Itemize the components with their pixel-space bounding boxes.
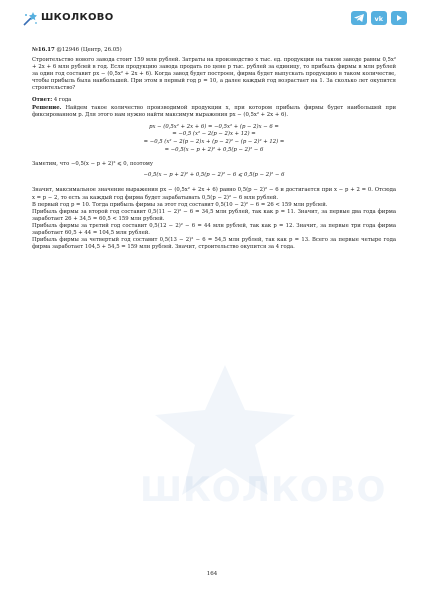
page-header <box>0 0 424 40</box>
formula-block <box>32 124 396 154</box>
solution-label: Решение. <box>32 104 62 111</box>
formula-line: px − (0,5x² + 2x + 6) = −0,5x² + (p − 2)x − 6 = <box>149 123 279 130</box>
solution-paragraph: В первый год p = 10. Тогда прибыль фирмы за этот год составит 0,5(10 − 2)² − 6 = 26 < 159 млн рублей. <box>32 201 328 208</box>
formula-line: = −0,5(x − p + 2)² + 0,5(p − 2)² − 6 <box>164 146 264 153</box>
answer <box>32 97 396 104</box>
formula-line: = −0,5 (x² − 2(p − 2)x + (p − 2)² − (p − 2)² + 12) = <box>143 139 285 146</box>
answer-value: 4 года <box>53 96 72 103</box>
task-id[interactable]: @12946 <box>56 47 80 53</box>
watermark-text: ШКОЛКОВО <box>140 470 387 510</box>
task-header <box>32 47 396 54</box>
solution-paragraph: Прибыль фирмы за четвертый год составит 0,5(13 − 2)² − 6 = 54,5 млн рублей, так как p = 13. Всего за первые четыре года фирма заработает 104,5 + 54,5 = 159 млн рублей. Значит, строительство окупится за 4 года. <box>32 237 396 251</box>
shkolkovo-logo-icon <box>22 11 38 27</box>
brand-name: ШКОЛКОВО <box>41 12 114 23</box>
task-number: №16.17 <box>32 47 55 53</box>
answer-label: Ответ: <box>32 96 53 103</box>
youtube-icon[interactable] <box>391 11 407 25</box>
page-number: 164 <box>206 571 218 577</box>
telegram-icon[interactable] <box>351 11 367 25</box>
task-content <box>32 47 396 251</box>
solution-intro-paragraph <box>32 105 396 119</box>
task-source: (Центр, 26.05) <box>80 47 122 53</box>
solution-paragraph: Прибыль фирмы за второй год составит 0,5(11 − 2)² − 6 = 34,5 млн рублей, так как p = 11. Значит, за первые два года фирма заработает 26 + 34,5 = 60,5 < 159 млн рублей. <box>32 208 396 222</box>
solution-paragraph: Значит, максимальное значение выражения px − (0,5x² + 2x + 6) равно 0,5(p − 2)² − 6 и достигается при x − p + 2 = 0. Отсюда x = p − 2, то есть за каждый год фирма будет зарабатывать 0,5(p − 2)² − 6 млн рублей. <box>32 187 396 201</box>
vk-icon[interactable] <box>371 11 387 25</box>
svg-text:vk: vk <box>374 14 384 22</box>
note-text: Заметим, что −0,5(x − p + 2)² ⩽ 0, поэтому <box>32 161 154 168</box>
solution-intro: Найдем такое количество производимой продукции x, при котором прибыль фирмы будет наибольшей при фиксированном p. Для этого нам нужно найти максимум выражения px − (0,5x² + 2x + 6). <box>32 104 397 118</box>
note-formula: −0,5(x − p + 2)² + 0,5(p − 2)² − 6 ⩽ 0,5(p − 2)² − 6 <box>143 172 285 179</box>
solution-paragraph: Прибыль фирмы за третий год составит 0,5(12 − 2)² − 6 = 44 млн рублей, так как p = 12. Значит, за первые три года фирма заработает 60,5 + 44 = 104,5 млн рублей. <box>32 222 396 236</box>
task-statement: Строительство нового завода стоит 159 млн рублей. Затраты на производство x тыс. ед. продукции на таком заводе равны 0,5x² + 2x + 6 млн рублей в год. Если продукцию завода продать по цене p тыс. рублей за единицу, то прибыль фирмы в млн рублей за один год составит px − (0,5x² + 2x + 6). Когда завод будет построен, фирма будет выпускать продукцию в таком количестве, чтобы прибыль была наибольшей. При этом в первый год p = 10, а далее каждый год возрастает на 1. За сколько лет окупится строительство? <box>32 57 396 92</box>
formula-line: = −0,5 (x² − 2(p − 2)x + 12) = <box>172 131 256 138</box>
